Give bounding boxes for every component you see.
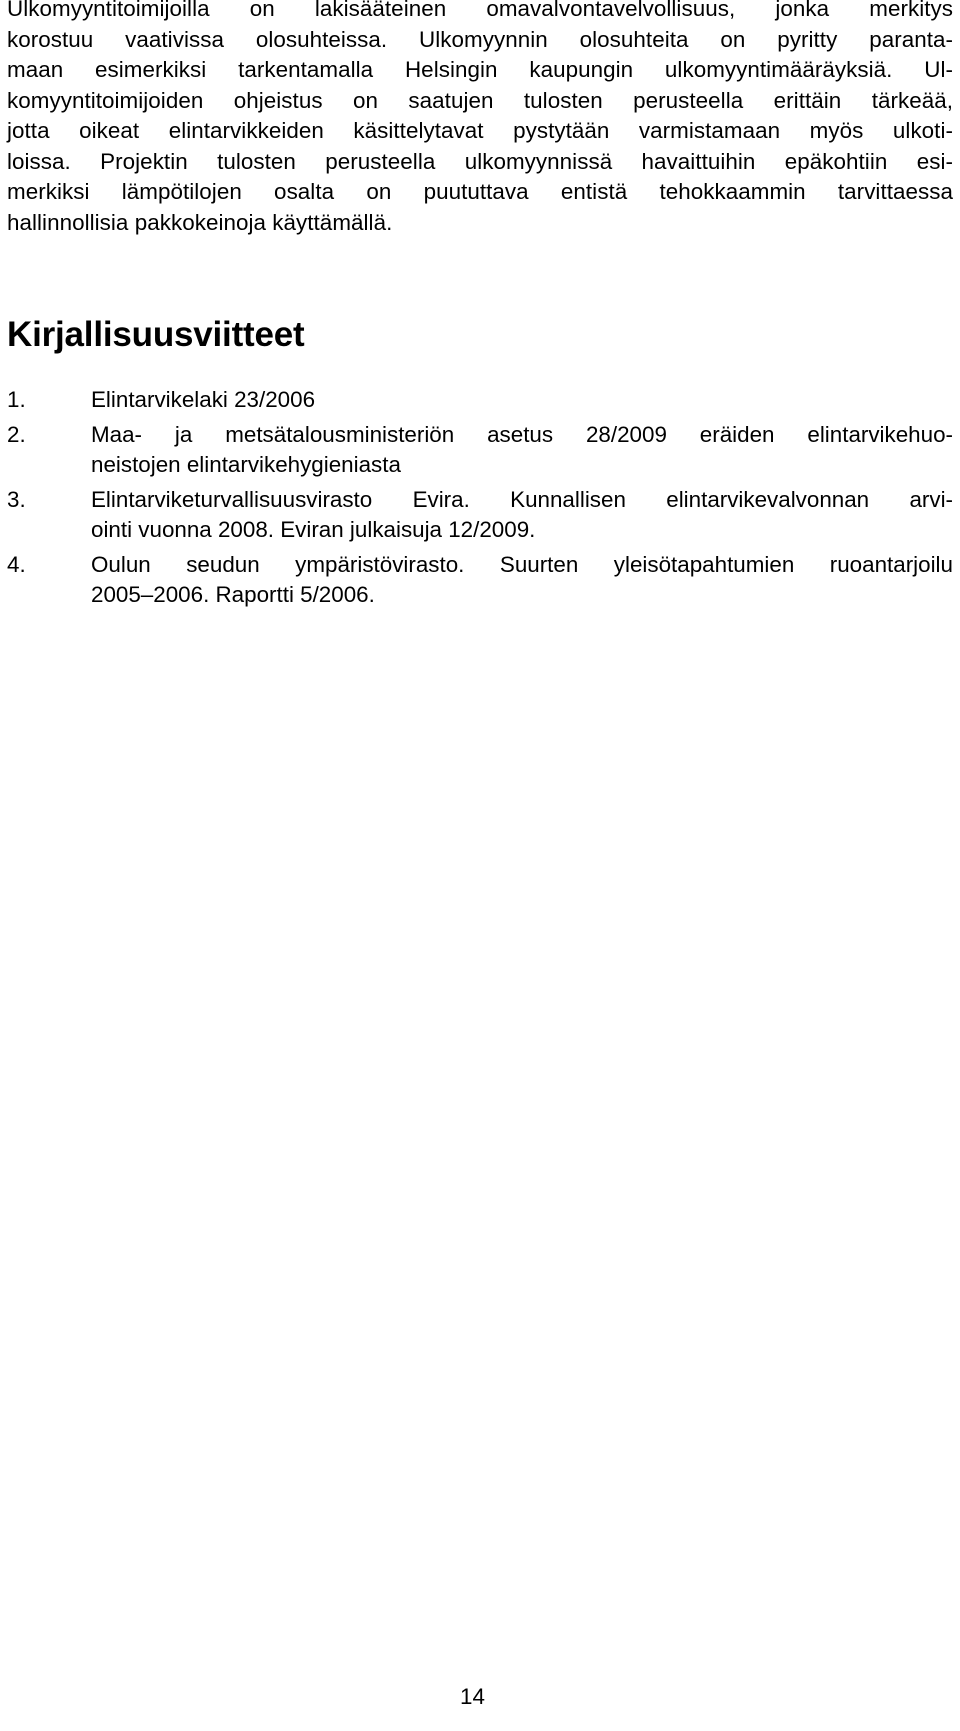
reference-number: 2. [7, 421, 26, 447]
paragraph-line: jotta oikeat elintarvikkeiden käsittelytavat pystytään varmistamaan myös ulkoti- [7, 118, 953, 143]
paragraph-line: merkiksi lämpötilojen osalta on puututtava entistä tehokkaammin tarvittaessa [7, 179, 953, 204]
paragraph-line: hallinnollisia pakkokeinoja käyttämällä. [7, 209, 393, 235]
reference-number: 1. [7, 387, 26, 412]
references-list [7, 385, 953, 615]
reference-text: 2005–2006. Raportti 5/2006. [91, 582, 375, 607]
reference-number: 4. [7, 551, 26, 577]
reference-text: Elintarvikelaki 23/2006 [91, 387, 316, 412]
paragraph-line: maan esimerkiksi tarkentamalla Helsingin kaupungin ulkomyyntimääräyksiä. Ul- [7, 57, 953, 82]
page-number: 14 [460, 1684, 485, 1709]
reference-text: ointi vuonna 2008. Eviran julkaisuja 12/2009. [91, 517, 536, 542]
reference-text: Oulun seudun ympäristövirasto. Suurten yleisötapahtumien ruoantarjoilu [91, 551, 953, 577]
references-heading: Kirjallisuusviitteet [7, 315, 305, 354]
body-paragraph [7, 0, 953, 238]
paragraph-line: korostuu vaativissa olosuhteissa. Ulkomyynnin olosuhteita on pyritty paranta- [7, 26, 953, 52]
reference-number: 3. [7, 486, 26, 512]
reference-text: Elintarviketurvallisuusvirasto Evira. Kunnallisen elintarvikevalvonnan arvi- [91, 486, 953, 512]
reference-item [7, 550, 953, 611]
paragraph-line: Ulkomyyntitoimijoilla on lakisääteinen omavalvontavelvollisuus, jonka merkitys [7, 0, 953, 21]
paragraph-line: komyyntitoimijoiden ohjeistus on saatujen tulosten perusteella erittäin tärkeää, [7, 87, 953, 113]
paragraph-line: loissa. Projektin tulosten perusteella ulkomyynnissä havaittuihin epäkohtiin esi- [7, 148, 953, 174]
reference-item [7, 485, 953, 546]
reference-text: Maa- ja metsätalousministeriön asetus 28/2009 eräiden elintarvikehuo- [91, 421, 953, 447]
reference-text: neistojen elintarvikehygieniasta [91, 452, 401, 477]
reference-item [7, 385, 953, 416]
reference-item [7, 420, 953, 481]
